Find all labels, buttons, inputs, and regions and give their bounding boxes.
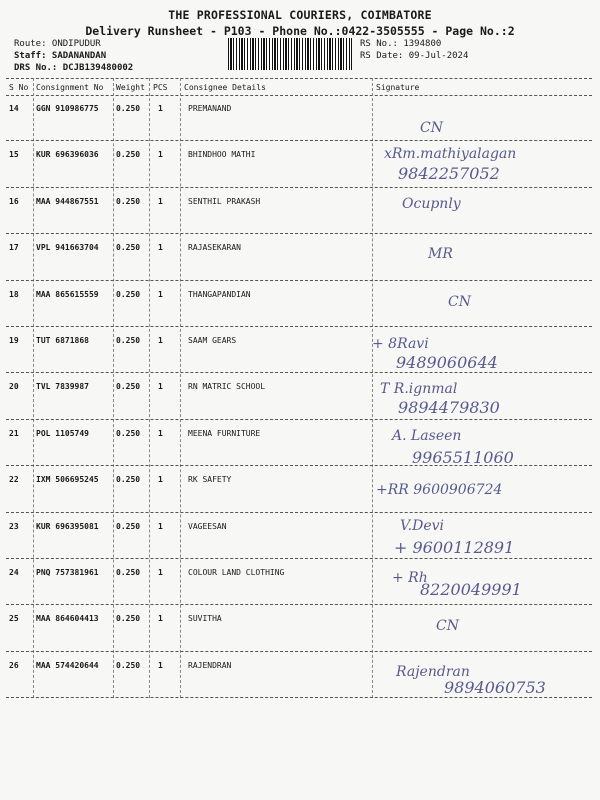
row-weight: 0.250: [116, 475, 141, 485]
handwritten-signature: xRm.mathiyalagan: [384, 146, 517, 162]
row-divider: [6, 140, 592, 141]
row-consignment-no: MAA 864604413: [36, 614, 99, 624]
route-label: Route: ONDIPUDUR: [14, 39, 101, 49]
row-consignee: RK SAFETY: [188, 475, 232, 485]
row-consignment-no: IXM 506695245: [36, 475, 99, 485]
row-sno: 22: [9, 475, 19, 485]
row-consignment-no: POL 1105749: [36, 428, 89, 438]
row-sno: 15: [9, 150, 19, 160]
handwritten-signature: +RR 9600906724: [376, 482, 503, 498]
row-divider: [6, 372, 592, 373]
handwritten-signature: CN: [420, 120, 443, 136]
row-divider: [6, 419, 592, 420]
handwritten-signature: Ocupnly: [402, 196, 461, 212]
row-consignee: VAGEESAN: [188, 521, 227, 531]
row-consignee: COLOUR LAND CLOTHING: [188, 568, 285, 577]
handwritten-signature: MR: [428, 246, 453, 262]
row-sno: 23: [9, 521, 19, 531]
route-block: [14, 38, 133, 74]
row-weight: 0.250: [116, 521, 141, 531]
row-pcs: 1: [158, 196, 163, 206]
row-consignment-no: TUT 6871868: [36, 336, 89, 345]
runsheet-subtitle: Delivery Runsheet - P103 - Phone No.:0422-3505555 - Page No.:2: [85, 24, 515, 38]
row-consignee: RN MATRIC SCHOOL: [188, 382, 266, 392]
row-sno: 24: [9, 568, 19, 577]
header-bottom-rule: [6, 95, 592, 96]
row-consignee: SENTHIL PRAKASH: [188, 196, 261, 206]
rs-number: RS No.: 1394800: [360, 39, 442, 49]
row-weight: 0.250: [116, 568, 141, 577]
header-top-rule: [6, 78, 592, 79]
row-divider: [6, 604, 592, 605]
col-header-consignment: Consignment No: [36, 83, 104, 92]
handwritten-signature: A. Laseen: [392, 428, 462, 444]
row-pcs: 1: [158, 104, 163, 113]
row-weight: 0.250: [116, 150, 141, 160]
row-weight: 0.250: [116, 104, 141, 113]
row-consignment-no: VPL 941663704: [36, 243, 99, 253]
row-pcs: 1: [158, 568, 163, 577]
row-sno: 26: [9, 660, 19, 670]
row-sno: 18: [9, 289, 19, 299]
row-consignee: SAAM GEARS: [188, 336, 237, 345]
row-consignment-no: MAA 865615559: [36, 289, 99, 299]
row-weight: 0.250: [116, 289, 141, 299]
row-pcs: 1: [158, 289, 163, 299]
row-pcs: 1: [158, 428, 163, 438]
row-consignee: RAJENDRAN: [188, 660, 232, 670]
row-weight: 0.250: [116, 382, 141, 392]
row-consignment-no: KUR 696396036: [36, 150, 99, 160]
row-pcs: 1: [158, 382, 163, 392]
col-header-consignee: Consignee Details: [184, 83, 266, 92]
row-divider: [6, 465, 592, 466]
row-divider: [6, 326, 592, 327]
row-weight: 0.250: [116, 243, 141, 253]
handwritten-signature: + 8Ravi: [372, 336, 429, 352]
row-divider: [6, 280, 592, 281]
row-pcs: 1: [158, 475, 163, 485]
col-header-pcs: PCS: [153, 83, 168, 92]
row-weight: 0.250: [116, 336, 141, 345]
row-consignee: THANGAPANDIAN: [188, 289, 251, 299]
row-consignee: PREMANAND: [188, 104, 232, 113]
row-divider: [6, 697, 592, 698]
row-weight: 0.250: [116, 660, 141, 670]
row-consignment-no: PNQ 757381961: [36, 568, 99, 577]
row-pcs: 1: [158, 243, 163, 253]
row-divider: [6, 233, 592, 234]
row-consignment-no: KUR 696395081: [36, 521, 99, 531]
row-consignment-no: TVL 7839987: [36, 382, 89, 392]
col-header-signature: Signature: [376, 83, 420, 92]
col-header-weight: Weight: [116, 83, 145, 92]
handwritten-signature: V.Devi: [400, 518, 445, 534]
row-consignee: RAJASEKARAN: [188, 243, 241, 253]
row-sno: 14: [9, 104, 19, 113]
handwritten-signature: CN: [448, 294, 471, 310]
row-pcs: 1: [158, 336, 163, 345]
row-sno: 19: [9, 336, 19, 345]
handwritten-signature: 9965511060: [412, 448, 514, 467]
row-pcs: 1: [158, 521, 163, 531]
row-divider: [6, 651, 592, 652]
company-title: THE PROFESSIONAL COURIERS, COIMBATORE: [168, 8, 432, 22]
row-weight: 0.250: [116, 196, 141, 206]
row-consignment-no: GGN 910986775: [36, 104, 99, 113]
row-consignee: BHINDHOO MATHI: [188, 150, 256, 160]
handwritten-signature: CN: [436, 618, 459, 634]
row-divider: [6, 187, 592, 188]
row-consignee: SUVITHA: [188, 614, 222, 624]
row-sno: 16: [9, 196, 19, 206]
handwritten-signature: + Rh: [392, 570, 428, 586]
rs-date: RS Date: 09-Jul-2024: [360, 51, 469, 61]
drs-number: DRS No.: DCJB139480002: [14, 63, 134, 73]
row-consignment-no: MAA 944867551: [36, 196, 99, 206]
handwritten-signature: 9894060753: [444, 678, 546, 697]
row-sno: 25: [9, 614, 19, 624]
row-divider: [6, 558, 592, 559]
col-header-sno: S No: [9, 83, 29, 92]
handwritten-signature: Rajendran: [396, 664, 470, 680]
handwritten-signature: 9842257052: [398, 164, 500, 183]
row-divider: [6, 512, 592, 513]
handwritten-signature: + 9600112891: [394, 538, 515, 557]
row-consignee: MEENA FURNITURE: [188, 428, 261, 438]
row-sno: 17: [9, 243, 19, 253]
staff-label: Staff: SADANANDAN: [14, 51, 107, 61]
row-pcs: 1: [158, 660, 163, 670]
handwritten-signature: 9489060644: [396, 353, 498, 372]
handwritten-signature: 8220049991: [420, 580, 522, 599]
row-weight: 0.250: [116, 428, 141, 438]
row-consignment-no: MAA 574420644: [36, 660, 99, 670]
barcode-image: [228, 38, 352, 70]
handwritten-signature: 9894479830: [398, 398, 500, 417]
rs-block: [360, 38, 468, 62]
row-sno: 21: [9, 428, 19, 438]
row-pcs: 1: [158, 614, 163, 624]
row-sno: 20: [9, 382, 19, 392]
row-weight: 0.250: [116, 614, 141, 624]
row-pcs: 1: [158, 150, 163, 160]
handwritten-signature: T R.ignmal: [380, 381, 458, 397]
